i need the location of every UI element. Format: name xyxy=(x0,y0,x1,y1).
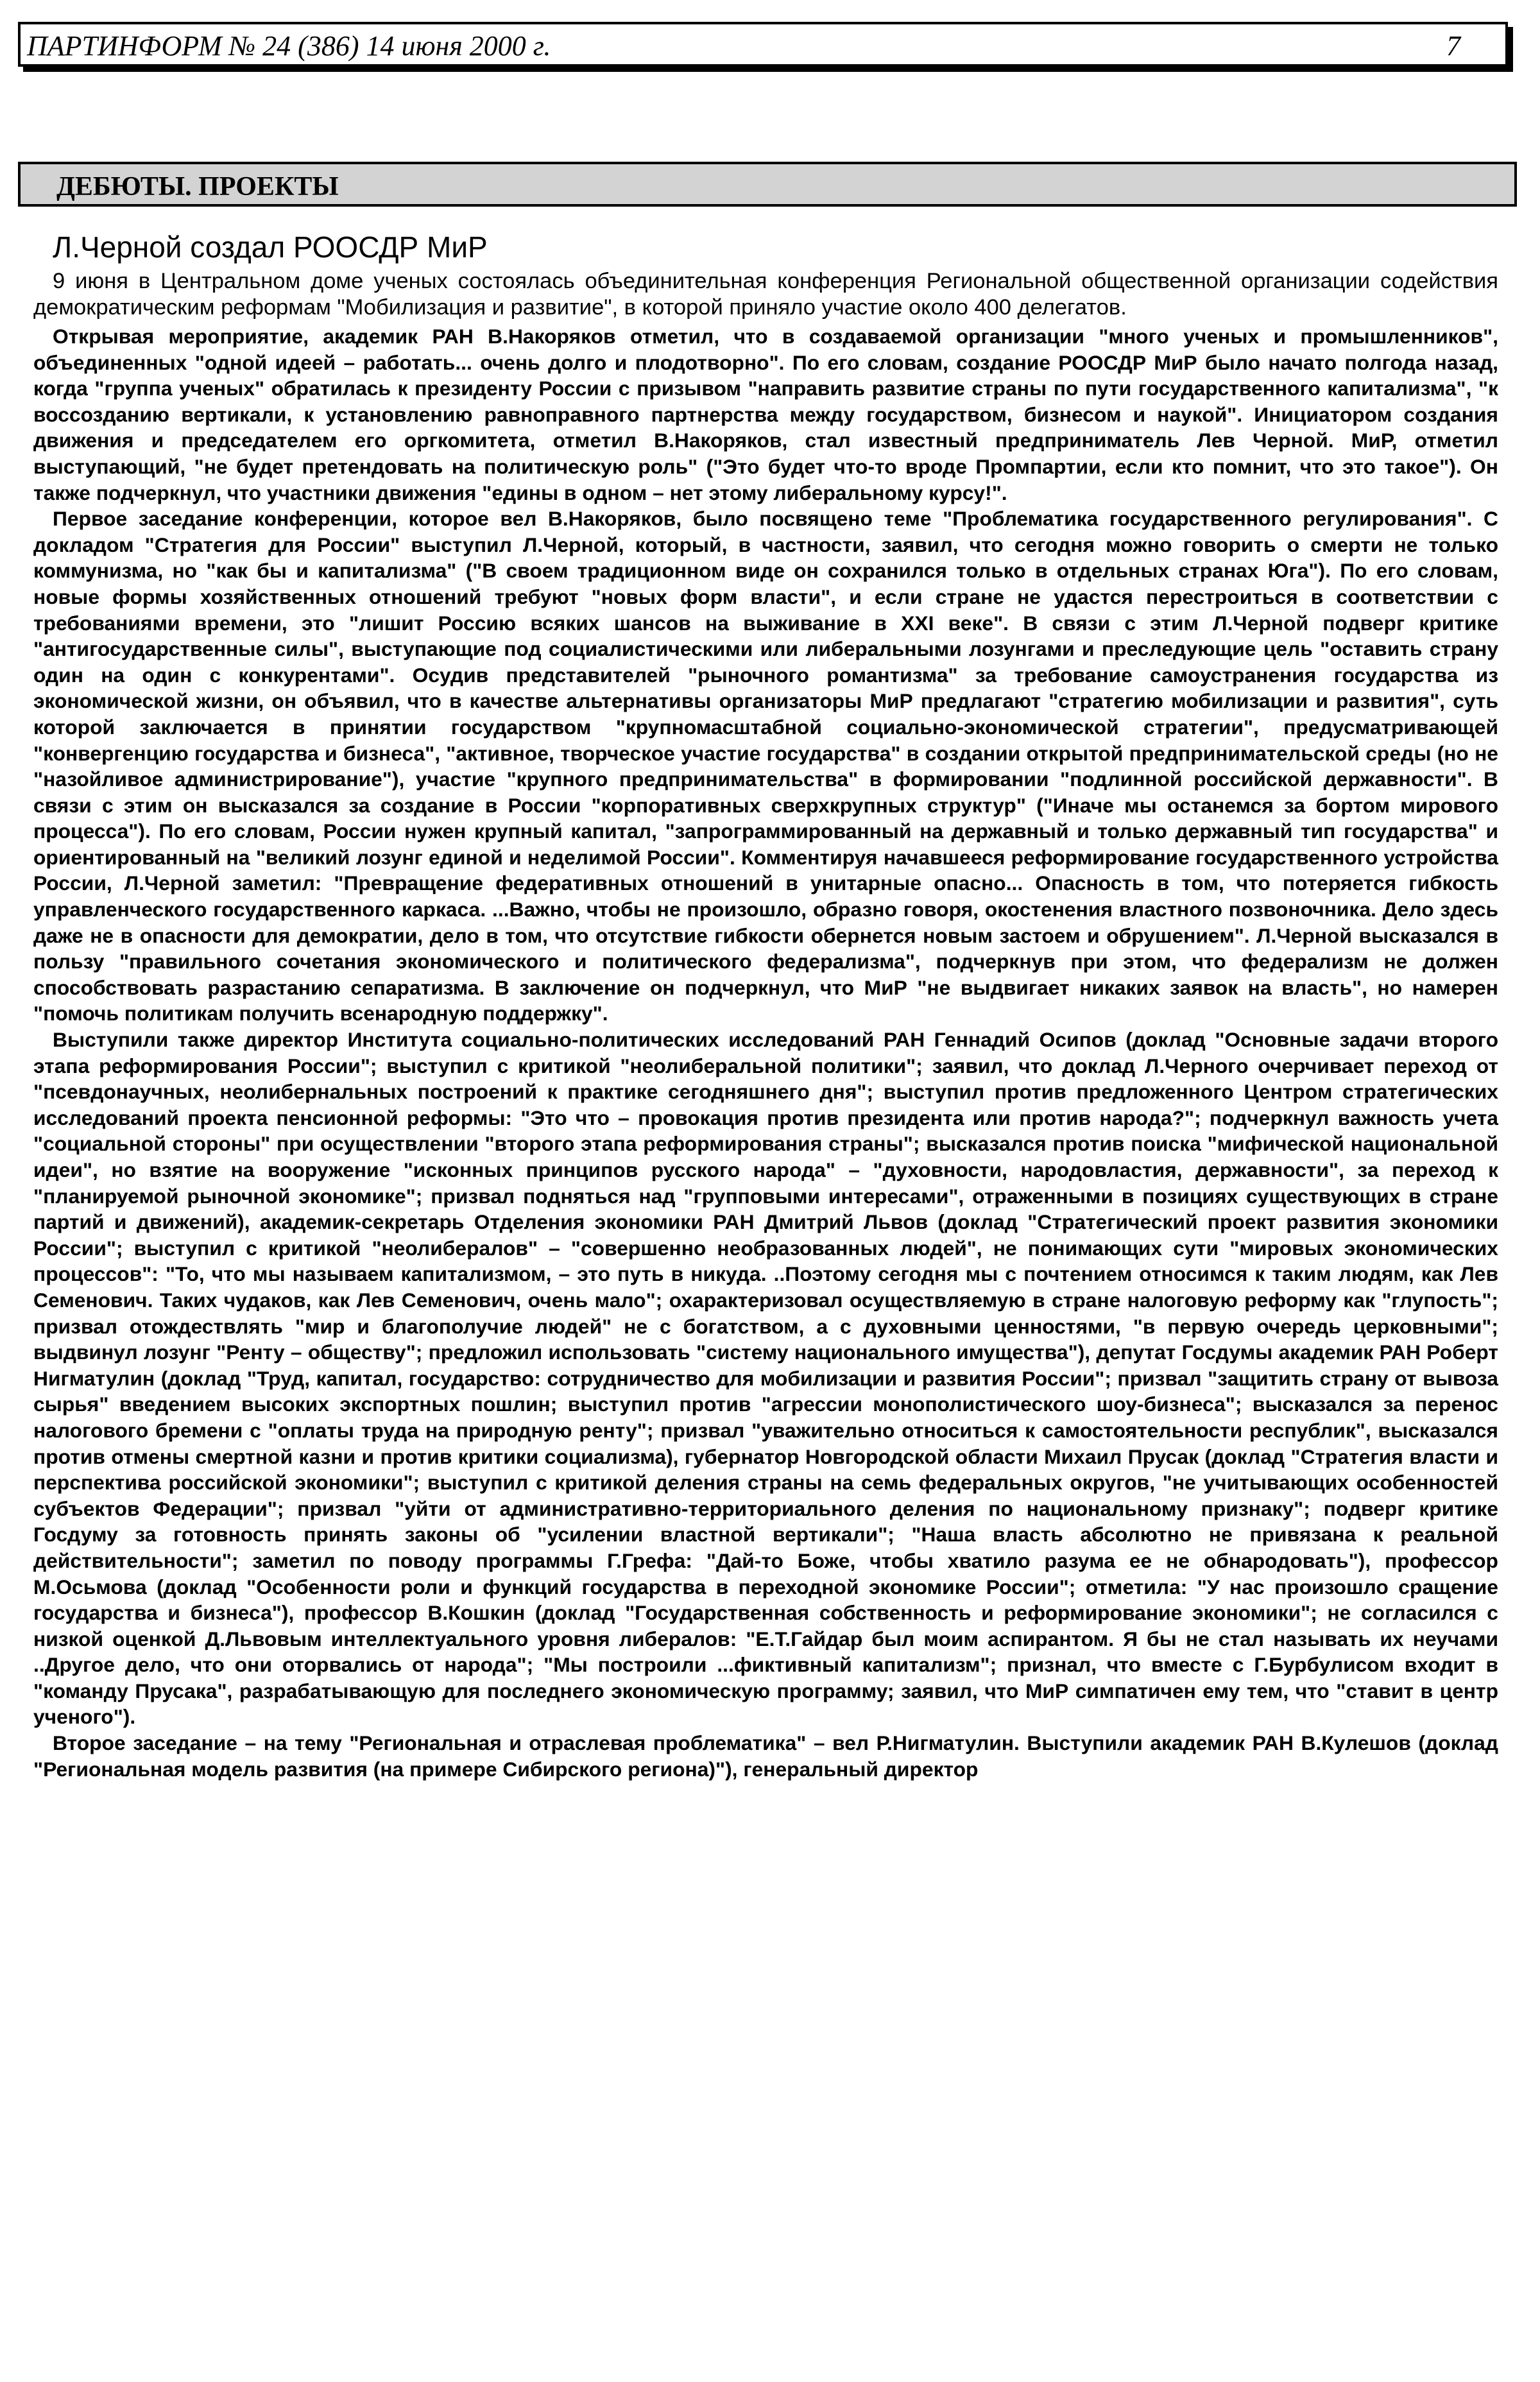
article xyxy=(33,228,1498,1782)
article-paragraph-1: Открывая мероприятие, академик РАН В.Накоряков отметил, что в создаваемой организации "много ученых и промышленников", объединенных "одной идеей – работать... очень долго и плодотворно". По его словам, создание РООСДР МиР было начато полгода назад, когда "группа ученых" обратилась к президенту России с призывом "направить развитие страны по пути государственного капитализма", "к воссозданию вертикали, к установлению равноправного партнерства между государством, бизнесом и наукой". Инициатором создания движения и председателем его оргкомитета, отметил В.Накоряков, стал известный предприниматель Лев Черной. МиР, отметил выступающий, "не будет претендовать на политическую роль" ("Это будет что-то вроде Промпартии, если кто помнит, что это такое"). Он также подчеркнул, что участники движения "едины в одном – нет этому либеральному курсу!". xyxy=(33,325,1498,504)
section-title: ДЕБЮТЫ. ПРОЕКТЫ xyxy=(56,172,339,201)
section-banner xyxy=(18,162,1517,207)
article-title: Л.Черной создал РООСДР МиР xyxy=(53,230,488,264)
page-header xyxy=(18,22,1508,67)
article-paragraph-4: Второе заседание – на тему "Региональная и отраслевая проблематика" – вел Р.Нигматулин. Выступили академик РАН В.Кулешов (доклад "Региональная модель развития (на примере Сибирского региона)"), генеральный директор xyxy=(33,1731,1498,1781)
page-number: 7 xyxy=(1446,30,1460,62)
article-paragraph-3: Выступили также директор Института социально-политических исследований РАН Геннадий Осипов (доклад "Основные задачи второго этапа реформирования России"; выступил с критикой "неолиберальной политики"; заявил, что доклад Л.Черного очерчивает переход от "псевдонаучных, неолибернальных построений к практике сегодняшнего дня"; выступил против предложенного Центром стратегических исследований проекта пенсионной реформы: "Это что – провокация против президента или против народа?"; подчеркнул важность учета "социальной стороны" при осуществлении "второго этапа реформирования страны"; высказался против поиска "мифической национальной идеи", но взятие на вооружение "исконных принципов русского народа" – "духовности, народовластия, державности", за переход к "планируемой рыночной экономике"; призвал подняться над "групповыми интересами", отраженными в позициях существующих в стране партий и движений), академик-секретарь Отделения экономики РАН Дмитрий Львов (доклад "Стратегический проект развития экономики России"; выступил с критикой "неолибералов" – "совершенно необразованных людей", не понимающих сути "мировых экономических процессов": "То, что мы называем капитализмом, – это путь в никуда. ..Поэтому сегодня мы с почтением относимся к таким людям, как Лев Семенович. Таких чудаков, как Лев Семенович, очень мало"; охарактеризовал осуществляемую в стране налоговую реформу как "глупость"; призвал отождествлять "мир и благополучие людей" не с богатством, а с духовными ценностями, "в первую очередь церковными"; выдвинул лозунг "Ренту – обществу"; предложил использовать "систему национального имущества"), депутат Госдумы академик РАН Роберт Нигматулин (доклад "Труд, капитал, государство: сотрудничество для мобилизации и развития России"; призвал "защитить страну от вывоза сырья" введением высоких экспортных пошлин; выступил против "агрессии монополистического шоу-бизнеса"; высказался за перенос налогового бремени с "оплаты труда на природную ренту"; призвал "уважительно относиться к самостоятельности республик", высказался против отмены смертной казни и против критики социализма), губернатор Новгородской области Михаил Прусак (доклад "Стратегия власти и перспектива российской экономики"; выступил с критикой деления страны на семь федеральных округов, "не учитывающих особенностей субъектов Федерации"; призвал "уйти от административно-территориального деления по национальному признаку"; подверг критике Госдуму за готовность принять законы об "усилении властной вертикали"; "Наша власть абсолютно не привязана к реальной действительности"; заметил по поводу программы Г.Грефа: "Дай-то Боже, чтобы хватило разума ее не обнародовать"), профессор М.Осьмова (доклад "Особенности роли и функций государства в переходной экономике России"; отметила: "У нас произошло сращение государства и бизнеса"), профессор В.Кошкин (доклад "Государственная собственность и реформирование экономики"; не согласился с низкой оценкой Д.Львовым интеллектуального уровня либералов: "Е.Т.Гайдар был моим аспирантом. Я бы не стал называть их неучами ..Другое дело, что они оторвались от народа"; "Мы построили ...фиктивный капитализм"; признал, что вместе с Г.Бурбулисом входит в "команду Прусака", разрабатывающую для последнего экономическую программу; заявил, что МиР симпатичен ему тем, что "ставит в центр ученого"). xyxy=(33,1028,1498,1729)
article-paragraph-2: Первое заседание конференции, которое вел В.Накоряков, было посвящено теме "Проблематика государственного регулирования". С докладом "Стратегия для России" выступил Л.Черной, который, в частности, заявил, что сегодня можно говорить о смерти не только коммунизма, но "как бы и капитализма" ("В своем традиционном виде он сохранился только в отдельных странах Юга"). По его словам, новые формы хозяйственных отношений требуют "новых форм власти", и если стране не удастся перестроиться в соответствии с требованиями времени, это "лишит Россию всяких шансов на выживание в XXI веке". В связи с этим Л.Черной подверг критике "антигосударственные силы", выступающие под социалистическими или либеральными лозунгами и преследующие цель "оставить страну один на один с конкурентами". Осудив представителей "рыночного романтизма" за требование самоустранения государства из экономической жизни, он объявил, что в качестве альтернативы организаторы МиР предлагают "стратегию мобилизации и развития", суть которой заключается в принятии государством "крупномасштабной социально-экономической стратегии", предусматривающей "конвергенцию государства и бизнеса", "активное, творческое участие государства" в создании открытой предпринимательской среды (но не "назойливое администрирование"), участие "крупного предпринимательства" в формировании "подлинной российской державности". В связи с этим он высказался за создание в России "корпоративных сверхкрупных структур" ("Иначе мы останемся за бортом мирового процесса"). По его словам, России нужен крупный капитал, "запрограммированный на державный и только державный тип государства" и ориентированный на "великий лозунг единой и неделимой России". Комментируя начавшееся реформирование государственного устройства России, Л.Черной заметил: "Превращение федеративных отношений в унитарные опасно... Опасность в том, что потеряется гибкость управленческого государственного каркаса. ...Важно, чтобы не произошло, образно говоря, окостенения властного позвоночника. Дело здесь даже не в опасности для демократии, дело в том, что отсутствие гибкости обернется новым застоем и обрушением". Л.Черной высказался в пользу "правильного сочетания экономического и политического федерализма", подчеркнув при этом, что федерализм не должен способствовать разрастанию сепаратизма. В заключение он подчеркнул, что МиР "не выдвигает никаких заявок на власть", но намерен "помочь политикам получить всенародную поддержку". xyxy=(33,507,1498,1025)
publication-title: ПАРТИНФОРМ № 24 (386) 14 июня 2000 г. xyxy=(27,30,551,62)
article-lead: 9 июня в Центральном доме ученых состоялась объединительная конференция Региональной общественной организации содействия демократическим реформам "Мобилизация и развитие", в которой приняло участие около 400 делегатов. xyxy=(33,269,1498,320)
